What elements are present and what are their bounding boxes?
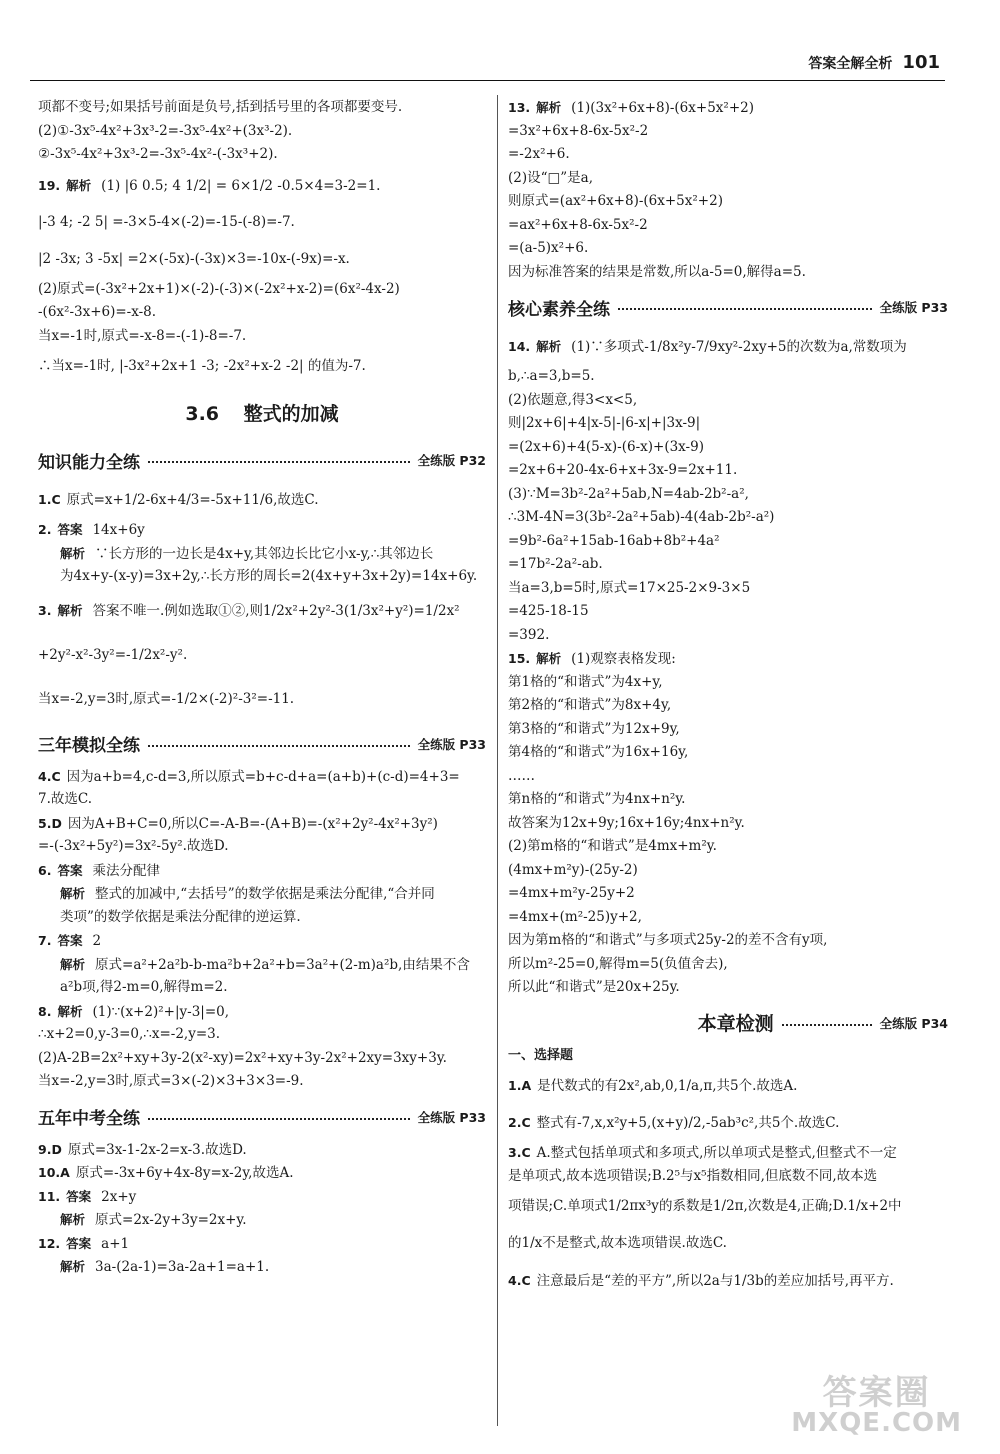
answer-tag: 解析 [536,339,562,354]
text-line [508,600,948,624]
text-line [38,906,486,930]
text-line [508,328,948,365]
text-line [38,1161,486,1185]
text-line [508,788,948,812]
line-text: 项错误;C.单项式1/2πx³y的系数是1/2π,次数是4,正确;D.1/x+2中 [508,1198,902,1214]
line-text: (1)(3x²+6x+8)-(6x+5x²+2) [571,100,754,116]
section-dots [148,461,410,463]
line-text: 故答案为12x+9y;16x+16y;4nx+n²y. [508,814,745,831]
line-text: 当x=-1时,原式=-x-8=-(-1)-8=-7. [38,327,247,344]
text-line [38,167,486,204]
header-title: 答案全解全析 [808,56,893,72]
question-number: 13. [508,100,531,115]
line-text: 7.故选C. [38,791,93,807]
line-text: 第3格的“和谐式”为12x+9y, [508,720,680,737]
line-text: =17b²-2a²-ab. [508,556,603,572]
text-line [38,518,486,542]
text-line [508,120,948,144]
line-text: (1)观察表格发现: [571,651,676,667]
text-line [38,143,486,167]
answer-tag: 答案 [57,933,83,948]
line-text: 则原式=(ax²+6x+8)-(6x+5x²+2) [508,193,723,209]
text-line [38,1255,486,1279]
section-heading [508,1006,948,1040]
section-dots [148,1118,410,1120]
answer-tag: 解析 [60,1212,86,1227]
question-number: 3. [38,602,52,618]
line-text: ∴3M-4N=3(3b²-2a²+5ab)-4(4ab-2b²-a²) [508,509,775,525]
text-line [508,671,948,695]
line-text: 整式有-7,x,x²y+5,(x+y)/2,-5ab³c²,共5个.故选C. [536,1115,840,1131]
text-line [508,167,948,191]
left-column [38,96,486,1279]
header-rule [30,80,945,81]
text-line [38,765,486,789]
line-text: 因为a+b=4,c-d=3,所以原式=b+c-d+a=(a+b)+(c-d)=4+3= [66,768,460,785]
line-text: =425-18-15 [508,603,589,619]
line-text: 第2格的“和谐式”为8x+4y, [508,697,672,713]
section-ref: 全练版 P34 [879,1015,948,1031]
line-text: ②-3x⁵-4x²+3x³-2=-3x⁵-4x²-(-3x³+2). [38,146,278,162]
text-line [508,436,948,460]
line-text: (2)依题意,得3<x<5, [508,391,638,408]
text-line [508,506,948,530]
text-line [508,647,948,671]
line-text: =4mx+(m²-25)y+2, [508,908,642,925]
section-ref: 全练版 P33 [417,736,486,752]
text-line [38,976,486,1000]
text-line [38,1047,486,1071]
text-line [38,241,486,278]
text-line [38,348,486,385]
line-text: (1) |6 0.5; 4 1/2| = 6×1/2 -0.5×4=3-2=1. [101,177,381,194]
text-line [508,237,948,261]
answer-tag: 答案 [57,862,83,878]
section-dots [148,745,410,747]
text-line [508,835,948,859]
line-text: =3x²+6x+8-6x-5x²-2 [508,122,649,139]
question-number: 4.C [38,768,61,784]
text-line [38,1070,486,1094]
answer-tag: 解析 [60,956,86,972]
watermark-en: MXQE.COM [791,1408,962,1438]
section-title: 知识能力全练 [38,452,140,473]
line-text: |-3 4; -2 5| =-3×5-4×(-2)=-15-(-8)=-7. [38,213,295,230]
right-column [508,96,948,1299]
line-text: 的1/x不是整式,故本选项错误.故选C. [508,1235,727,1251]
line-text: =-2x²+6. [508,146,570,162]
text-line [508,765,948,789]
line-text: 第4格的“和谐式”为16x+16y, [508,744,689,760]
text-line [38,565,486,589]
page-number: 101 [902,52,940,73]
text-line [38,929,486,953]
section-ref: 全练版 P32 [417,453,486,468]
line-text: 类项”的数学依据是乘法分配律的逆运算. [60,908,301,925]
line-text: 答案不唯一.例如选取①②,则1/2x²+2y²-3(1/3x²+y²)=1/2x² [92,602,460,619]
question-number: 2. [38,522,52,537]
question-number: 10.A [38,1165,70,1180]
line-text: =ax²+6x+8-6x-5x²-2 [508,216,648,233]
text-line [508,1225,948,1262]
text-line [508,553,948,577]
text-line [38,882,486,906]
text-line [38,1138,486,1162]
line-text: 一、选择题 [508,1047,574,1063]
text-line [38,278,486,302]
line-text: ∴x+2=0,y-3=0,∴x=-2,y=3. [38,1026,221,1042]
text-line [508,412,948,436]
section-heading [38,1100,486,1134]
question-number: 6. [38,862,52,878]
text-line [508,741,948,765]
line-text: 原式=a²+2a²b-b-ma²b+2a²+b=3a²+(2-m)a²b,由结果不含 [95,956,470,973]
text-line [508,389,948,413]
section-heading [508,290,948,324]
question-number: 19. [38,177,61,193]
question-number: 12. [38,1235,61,1251]
line-text: -(6x²-3x+6)=-x-8. [38,304,157,320]
text-line [508,718,948,742]
line-text: 项都不变号;如果括号前面是负号,括到括号里的各项都要变号. [38,99,403,115]
watermark [791,1373,962,1438]
answer-tag: 解析 [60,1259,86,1274]
section-title: 核心素养全练 [508,299,610,320]
text-line [38,677,486,721]
line-text: 当x=-2,y=3时,原式=3×(-2)×3+3×3=-9. [38,1073,304,1089]
text-line [38,589,486,633]
text-line [508,214,948,238]
text-line [38,325,486,349]
line-text: 注意最后是“差的平方”,所以2a与1/3b的差应加括号,再平方. [536,1273,894,1289]
text-line [38,301,486,325]
answer-tag: 答案 [66,1235,92,1251]
line-text: (2)设“□”是a, [508,169,594,186]
question-number: 1.C [38,492,61,507]
text-line [508,261,948,285]
line-text: 整式的加减中,“去括号”的数学依据是乘法分配律,“合并同 [95,886,435,902]
line-text: (4mx+m²y)-(25y-2) [508,861,638,878]
text-line [508,1141,948,1165]
text-line [508,953,948,977]
line-text: (2)A-2B=2x²+xy+3y-2(x²-xy)=2x²+xy+3y-2x²+2xy=3xy+3y. [38,1049,447,1066]
line-text: |2 -3x; 3 -5x| =2×(-5x)-(-3x)×3=-10x-(-9x)=-x. [38,250,350,267]
text-line [508,929,948,953]
text-line [508,96,948,120]
chapter-title: 3.6 整式的加减 [185,403,339,425]
text-line [38,120,486,144]
line-text: …… [508,767,535,784]
line-text: 原式=2x-2y+3y=2x+y. [95,1212,247,1228]
text-line [508,812,948,836]
line-text: =4mx+m²y-25y+2 [508,885,635,901]
question-number: 3.C [508,1145,531,1160]
answer-tag: 解析 [60,886,86,901]
line-text: 所以此“和谐式”是20x+25y. [508,979,680,995]
line-text: (2)原式=(-3x²+2x+1)×(-2)-(-3)×(-2x²+x-2)=(6x²-4x-2) [38,280,400,297]
question-number: 8. [38,1003,52,1019]
line-text: 3a-(2a-1)=3a-2a+1=a+1. [95,1259,270,1275]
text-line [38,835,486,859]
text-line [38,953,486,977]
line-text: 乘法分配律 [92,862,160,879]
line-text: ∴当x=-1时, |-3x²+2x+1 -3; -2x²+x-2 -2| 的值为-7. [38,358,366,374]
text-line [38,1000,486,1024]
question-number: 14. [508,339,531,354]
answer-tag: 解析 [66,177,92,193]
line-text: 原式=3x-1-2x-2=x-3.故选D. [67,1141,247,1158]
section-dots [618,308,872,310]
line-text: 当x=-2,y=3时,原式=-1/2×(-2)²-3²=-11. [38,690,295,707]
line-text: 因为第m格的“和谐式”与多项式25y-2的差不含有y项, [508,932,828,948]
answer-tag: 答案 [57,522,83,537]
text-line [508,190,948,214]
line-text: 原式=x+1/2-6x+4/3=-5x+11/6,故选C. [66,492,319,508]
line-text: A.整式包括单项式和多项式,所以单项式是整式,但整式不一定 [536,1145,897,1161]
text-line [38,1185,486,1209]
line-text: =(2x+6)+4(5-x)-(6-x)+(3x-9) [508,438,704,455]
text-line [508,1067,948,1104]
text-line [508,1104,948,1141]
line-text: 则|2x+6|+4|x-5|-|6-x|+|3x-9| [508,415,701,431]
text-line [508,1262,948,1299]
line-text: =2x+6+20-4x-6+x+3x-9=2x+11. [508,462,738,478]
line-text: +2y²-x²-3y²=-1/2x²-y². [38,646,188,663]
line-text: (2)①-3x⁵-4x²+3x³-2=-3x⁵-4x²+(3x³-2). [38,122,293,139]
question-number: 9.D [38,1141,62,1157]
text-line [38,542,486,566]
line-text: 2x+y [101,1188,137,1205]
text-line [38,481,486,518]
text-line [508,143,948,167]
text-line [38,204,486,241]
line-text: 因为标准答案的结果是常数,所以a-5=0,解得a=5. [508,263,806,280]
line-text: a²b项,得2-m=0,解得m=2. [60,979,228,995]
text-line [38,812,486,836]
question-number: 11. [38,1188,61,1204]
text-line [38,1023,486,1047]
section-title: 五年中考全练 [38,1109,140,1129]
line-text: (3)∵M=3b²-2a²+5ab,N=4ab-2b²-a², [508,485,749,502]
line-text: 当a=3,b=5时,原式=17×25-2×9-3×5 [508,579,751,596]
line-text: 为4x+y-(x-y)=3x+2y,∴长方形的周长=2(4x+y+3x+2y)=14x+6y. [60,568,478,584]
text-line [508,1044,948,1068]
line-text: =-(-3x²+5y²)=3x²-5y².故选D. [38,838,229,854]
text-line [508,483,948,507]
line-text: 是单项式,故本选项错误;B.2⁵与x⁵指数相同,但底数不同,故本选 [508,1167,878,1184]
text-line [508,365,948,389]
text-line [508,882,948,906]
line-text: (1)∵(x+2)²+|y-3|=0, [92,1003,230,1020]
section-dots [782,1024,872,1026]
question-number: 1.A [508,1078,532,1093]
text-line [38,1208,486,1232]
section-title: 三年模拟全练 [38,736,140,756]
text-line [508,1188,948,1225]
line-text: =(a-5)x²+6. [508,240,589,256]
page-header [808,52,940,73]
question-number: 4.C [508,1273,531,1288]
line-text: 第n格的“和谐式”为4nx+n²y. [508,791,686,807]
column-divider [497,95,498,1426]
line-text: (2)第m格的“和谐式”是4mx+m²y. [508,838,717,854]
question-number: 7. [38,933,52,948]
question-number: 5.D [38,815,62,831]
text-line [508,1165,948,1189]
line-text: =9b²-6a²+15ab-16ab+8b²+4a² [508,532,720,549]
line-text: 第1格的“和谐式”为4x+y, [508,673,663,690]
answer-tag: 解析 [57,1003,83,1019]
text-line [38,1232,486,1256]
text-line [38,859,486,883]
section-title: 本章检测 [697,1013,774,1035]
line-text: 原式=-3x+6y+4x-8y=x-2y,故选A. [75,1165,294,1181]
line-text: (1)∵多项式-1/8x²y-7/9xy²-2xy+5的次数为a,常数项为 [571,339,907,355]
answer-tag: 解析 [536,100,562,115]
line-text: a+1 [101,1235,130,1252]
watermark-cn: 答案圈 [822,1373,931,1413]
section-heading [38,727,486,761]
text-line [38,96,486,120]
question-number: 2.C [508,1115,531,1130]
answer-tag: 解析 [60,545,86,561]
text-line [38,633,486,677]
text-line [508,624,948,648]
text-line [508,906,948,930]
text-line [508,694,948,718]
text-line [38,788,486,812]
section-heading [38,443,486,477]
answer-tag: 解析 [57,602,83,618]
text-line [508,976,948,1000]
line-text: 所以m²-25=0,解得m=5(负值舍去), [508,955,728,972]
text-line [508,859,948,883]
line-text: 2 [92,933,102,949]
line-text: b,∴a=3,b=5. [508,368,595,384]
line-text: 14x+6y [92,522,145,538]
line-text: 是代数式的有2x²,ab,0,1/a,π,共5个.故选A. [537,1078,798,1094]
line-text: ∵长方形的一边长是4x+y,其邻边长比它小x-y,∴其邻边长 [95,545,434,562]
line-text: 因为A+B+C=0,所以C=-A-B=-(A+B)=-(x²+2y²-4x²+3y²) [67,815,438,832]
text-line [508,459,948,483]
question-number: 15. [508,651,531,666]
section-ref: 全练版 P33 [879,300,948,315]
text-line [508,530,948,554]
answer-tag: 解析 [536,651,562,666]
line-text: =392. [508,626,550,643]
section-ref: 全练版 P33 [417,1109,486,1125]
text-line [508,577,948,601]
answer-tag: 答案 [66,1188,92,1204]
